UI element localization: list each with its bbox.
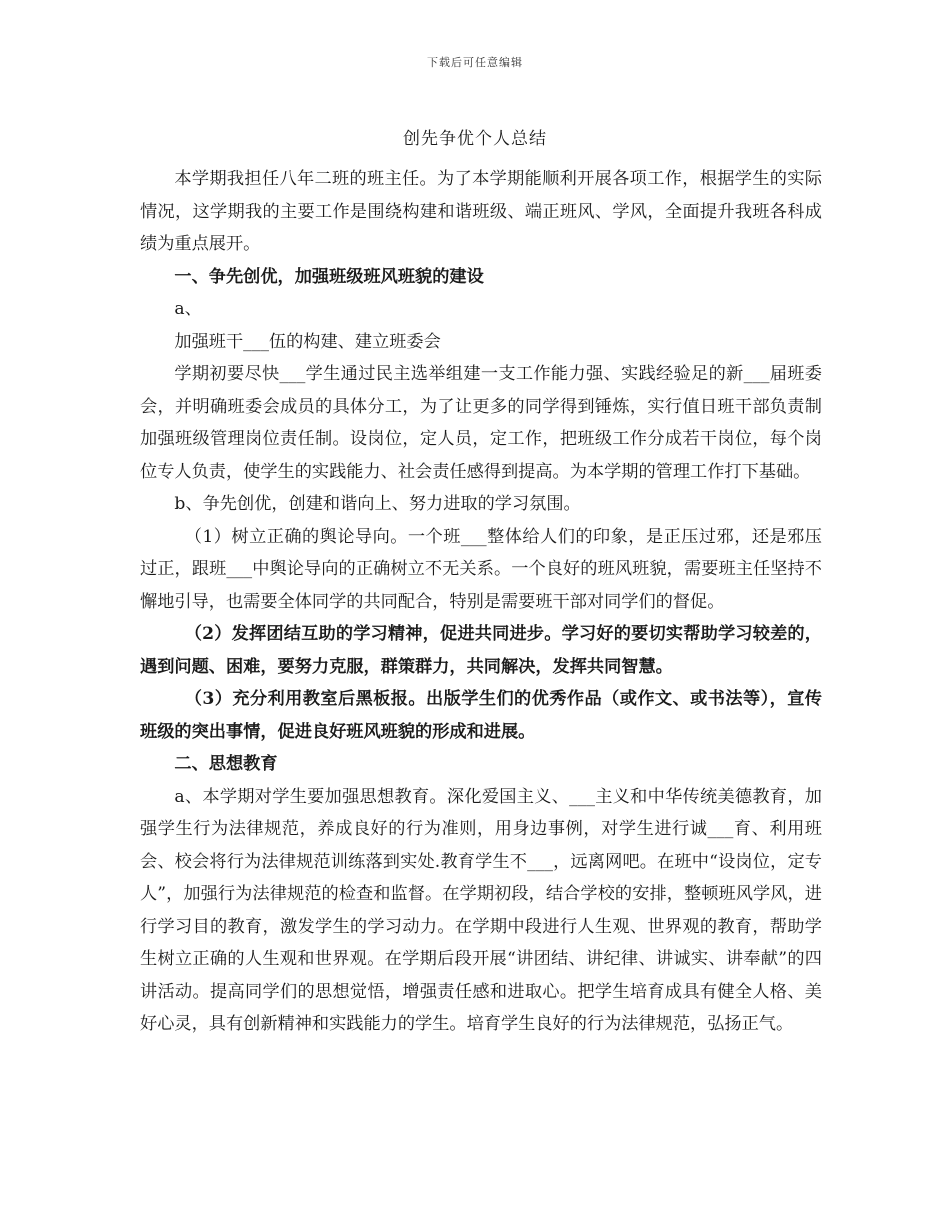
paragraph-item-b: b、争先创优，创建和谐向上、努力进取的学习氛围。 (174, 494, 581, 514)
paragraph-point-1: （1）树立正确的舆论导向。一个班___整体给人们的印象，是正压过邪，还是邪压过正，跟班___中舆论导向的正确树立不无关系。一个良好的班风班貌，需要班主任坚持不懈地引导，也需要全体同学的共同配合，特别是需要班干部对同学们的督促。 (140, 526, 822, 612)
document-body (140, 163, 822, 1041)
paragraph-intro: 本学期我担任八年二班的班主任。为了本学期能顺利开展各项工作，根据学生的实际情况，这学期我的主要工作是围绕构建和谐班级、端正班风、学风，全面提升我班各科成绩为重点展开。 (140, 169, 822, 254)
paragraph-item-a-label: a、 (174, 299, 202, 319)
paragraph-thought-education: a、本学期对学生要加强思想教育。深化爱国主义、___主义和中华传统美德教育，加强学生行为法律规范，养成良好的行为准则，用身边事例，对学生进行诚___育、利用班会、校会将行为法律规范训练落到实处.教育学生不___，远离网吧。在班中“设岗位，定专人”，加强行为法律规范的检查和监督。在学期初段，结合学校的安排，整顿班风学风，进行学习目的教育，激发学生的学习动力。在学期中段进行人生观、世界观的教育，帮助学生树立正确的人生观和世界观。在学期后段开展“讲团结、讲纪律、讲诚实、讲奉献”的四讲活动。提高同学们的思想觉悟，增强责任感和进取心。把学生培育成具有健全人格、美好心灵，具有创新精神和实践能力的学生。培育学生良好的行为法律规范，弘扬正气。 (140, 786, 822, 1034)
document-title: 创先争优个人总结 (403, 129, 547, 149)
header-note: 下载后可任意编辑 (427, 56, 523, 69)
paragraph-point-3: （3）充分利用教室后黑板报。出版学生们的优秀作品（或作文、或书法等），宣传班级的突出事情，促进良好班风班貌的形成和进展。 (140, 689, 822, 742)
paragraph-item-a-title: 加强班干___伍的构建、建立班委会 (174, 331, 441, 352)
section-heading-2: 二、思想教育 (174, 754, 278, 774)
section-heading-1: 一、争先创优，加强班级班风班貌的建设 (174, 266, 484, 287)
paragraph-point-2: （2）发挥团结互助的学习精神，促进共同进步。学习好的要切实帮助学习较差的，遇到问题、困难，要努力克服，群策群力，共同解决，发挥共同智慧。 (140, 624, 822, 677)
paragraph-item-a-body: 学期初要尽快___学生通过民主选举组建一支工作能力强、实践经验足的新___届班委会，并明确班委会成员的具体分工，为了让更多的同学得到锤炼，实行值日班干部负责制加强班级管理岗位责任制。设岗位，定人员，定工作，把班级工作分成若干岗位，每个岗位专人负责，使学生的实践能力、社会责任感得到提高。为本学期的管理工作打下基础。 (140, 364, 822, 482)
